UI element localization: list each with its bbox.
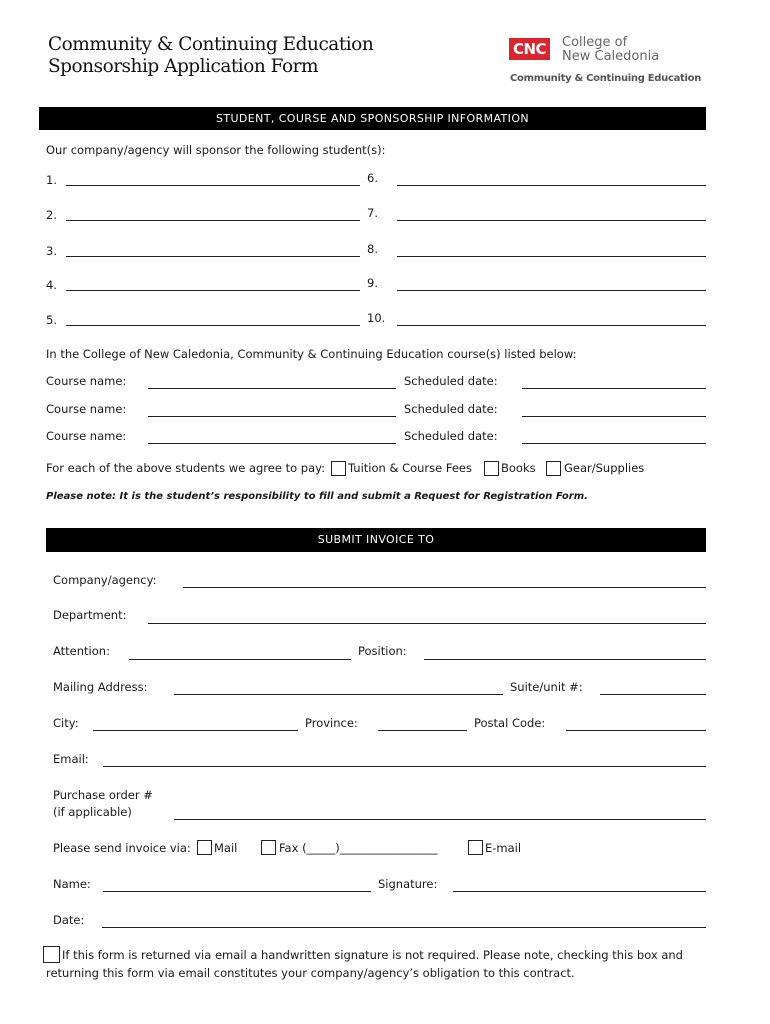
email-field[interactable] (103, 766, 706, 767)
gear-supplies-checkbox[interactable] (546, 461, 561, 476)
student-field-10[interactable] (397, 325, 706, 326)
signature-field[interactable] (453, 891, 706, 892)
footer-line2: returning this form via email constitutes your company/agency’s obligation to this contract. (46, 966, 575, 980)
gear-supplies-option-label: Gear/Supplies (564, 461, 645, 475)
sponsor-intro: Our company/agency will sponsor the following student(s): (46, 143, 386, 157)
student-number-10: 10. (367, 311, 386, 325)
date-label-1: Scheduled date: (404, 374, 498, 388)
purchase-order-field[interactable] (174, 819, 706, 820)
province-field[interactable] (378, 730, 467, 731)
student-number-4: 4. (46, 278, 57, 292)
department-field[interactable] (148, 623, 706, 624)
attention-field[interactable] (129, 659, 351, 660)
course-intro: In the College of New Caledonia, Community & Continuing Education course(s) listed below: (46, 347, 577, 361)
course-field-2[interactable] (148, 416, 396, 417)
student-number-7: 7. (367, 206, 378, 220)
city-field[interactable] (93, 730, 298, 731)
date-field[interactable] (102, 927, 706, 928)
tuition-option-label: Tuition & Course Fees (348, 461, 473, 475)
course-label-1: Course name: (46, 374, 127, 388)
cnc-logo-text (562, 36, 659, 64)
mail-checkbox[interactable] (197, 840, 212, 855)
mail-option-label: Mail (214, 841, 238, 855)
date-field-2[interactable] (522, 416, 706, 417)
name-label: Name: (53, 877, 91, 891)
suite-label: Suite/unit #: (510, 680, 583, 694)
send-via-label: Please send invoice via: (53, 841, 191, 855)
student-field-4[interactable] (66, 290, 360, 291)
student-field-9[interactable] (397, 290, 706, 291)
email-option-label: E-mail (485, 841, 522, 855)
student-number-9: 9. (367, 276, 378, 290)
student-field-3[interactable] (66, 256, 360, 257)
postal-code-label: Postal Code: (474, 716, 546, 730)
form-title-line2: Sponsorship Application Form (48, 56, 318, 77)
course-field-3[interactable] (148, 443, 396, 444)
date-label-2: Scheduled date: (404, 402, 498, 416)
pay-label: For each of the above students we agree to pay: (46, 461, 325, 475)
fax-checkbox[interactable] (261, 840, 276, 855)
signature-label: Signature: (378, 877, 438, 891)
footer-line1: If this form is returned via email a handwritten signature is not required. Please note, checking this box and (62, 948, 683, 962)
city-label: City: (53, 716, 79, 730)
date-field-3[interactable] (522, 443, 706, 444)
name-field[interactable] (103, 891, 371, 892)
logo-line2: New Caledonia (562, 49, 660, 64)
student-field-5[interactable] (66, 325, 360, 326)
student-number-6: 6. (367, 171, 378, 185)
department-label: Department: (53, 608, 127, 622)
email-invoice-checkbox[interactable] (468, 840, 483, 855)
company-field[interactable] (183, 587, 706, 588)
province-label: Province: (305, 716, 358, 730)
suite-field[interactable] (600, 694, 706, 695)
student-number-8: 8. (367, 242, 378, 256)
email-return-checkbox[interactable] (43, 946, 60, 963)
logo-subtitle: Community & Continuing Education (510, 73, 702, 84)
books-checkbox[interactable] (484, 461, 499, 476)
position-field[interactable] (424, 659, 706, 660)
student-field-8[interactable] (397, 256, 706, 257)
course-label-2: Course name: (46, 402, 127, 416)
section-heading-invoice: SUBMIT INVOICE TO (46, 528, 706, 552)
purchase-order-label: Purchase order # (53, 788, 153, 802)
student-number-3: 3. (46, 244, 57, 258)
attention-label: Attention: (53, 644, 110, 658)
student-field-1[interactable] (66, 185, 360, 186)
date-label-3: Scheduled date: (404, 429, 498, 443)
student-number-1: 1. (46, 173, 57, 187)
course-field-1[interactable] (148, 388, 396, 389)
mailing-address-field[interactable] (174, 694, 503, 695)
cnc-logo-badge: CNC (509, 38, 550, 60)
student-number-5: 5. (46, 313, 57, 327)
tuition-checkbox[interactable] (331, 461, 346, 476)
purchase-order-sublabel: (if applicable) (53, 805, 132, 819)
books-option-label: Books (501, 461, 536, 475)
student-field-7[interactable] (397, 220, 706, 221)
postal-code-field[interactable] (566, 730, 706, 731)
section-heading-student-info: STUDENT, COURSE AND SPONSORSHIP INFORMATION (39, 107, 706, 130)
mailing-address-label: Mailing Address: (53, 680, 148, 694)
date-label: Date: (53, 913, 85, 927)
fax-option-label: Fax (_____)_________________ (279, 841, 438, 855)
form-title-line1: Community & Continuing Education (48, 34, 374, 55)
student-field-6[interactable] (397, 185, 706, 186)
email-label: Email: (53, 752, 89, 766)
date-field-1[interactable] (522, 388, 706, 389)
student-number-2: 2. (46, 208, 57, 222)
company-label: Company/agency: (53, 573, 157, 587)
logo-line1: College of (562, 35, 628, 50)
form-title (48, 34, 373, 78)
student-field-2[interactable] (66, 220, 360, 221)
course-label-3: Course name: (46, 429, 127, 443)
position-label: Position: (358, 644, 407, 658)
responsibility-note: Please note: It is the student’s responsibility to fill and submit a Request for Registration Form. (46, 491, 588, 502)
